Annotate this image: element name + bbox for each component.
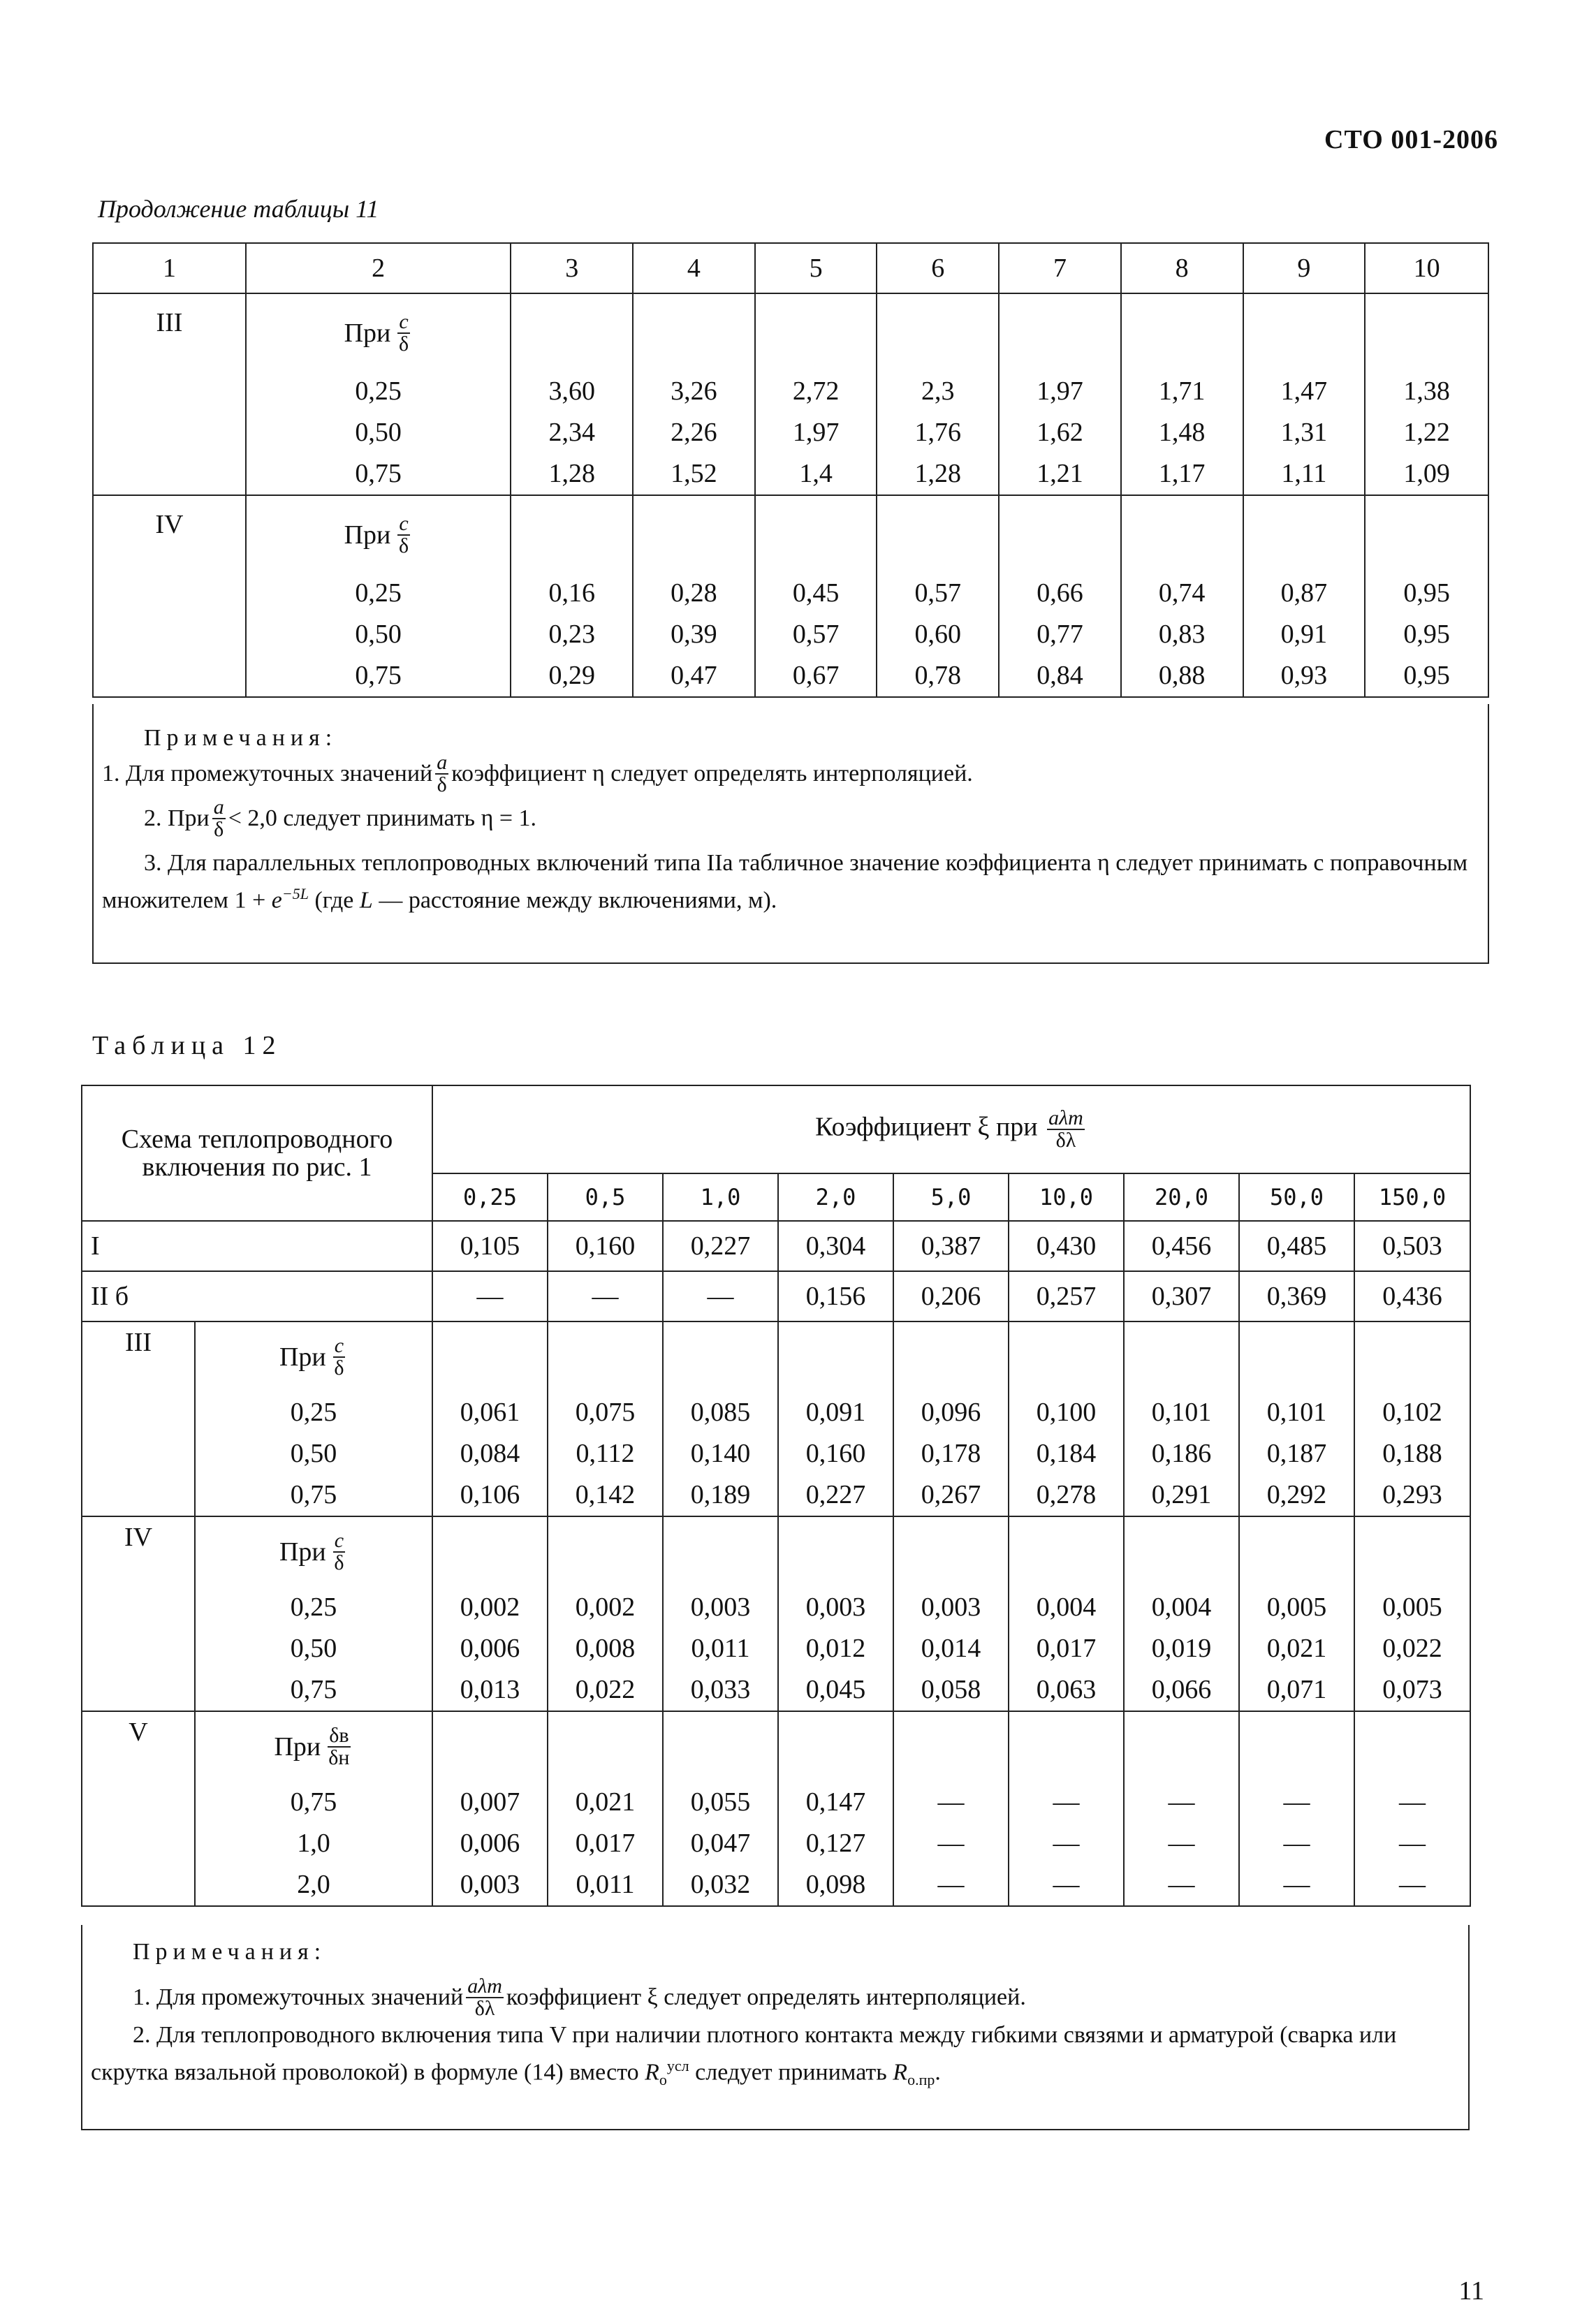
value-cell: 0,257 (1009, 1271, 1124, 1321)
value-cell: 0,430 (1009, 1221, 1124, 1271)
value-cell: 0,160 (805, 1439, 866, 1468)
group-name: IV (82, 1516, 195, 1711)
column-header: 5,0 (893, 1173, 1009, 1221)
value-cell: 0,017 (575, 1829, 636, 1858)
table-11-header-cell: 5 (755, 243, 877, 293)
value-cell: 1,22 (1403, 418, 1450, 447)
value-cell: 1,48 (1158, 418, 1206, 447)
fraction-c-delta: $\frac{c}{\delta}$ (334, 1334, 344, 1379)
value-cell: 0,003 (460, 1870, 520, 1899)
value-cell: 0,485 (1239, 1221, 1354, 1271)
value-column (1121, 293, 1243, 495)
param-value: 0,50 (290, 1634, 337, 1663)
value-column (877, 495, 999, 697)
value-column (1124, 1321, 1239, 1516)
value-column (511, 293, 633, 495)
coefficient-header: Коэффициент ξ при $\frac{\text{aλт}}{\delta\lambda}$ (432, 1085, 1470, 1173)
value-cell: 0,102 (1382, 1398, 1442, 1427)
value-column (893, 1321, 1009, 1516)
value-cell: 0,003 (921, 1592, 981, 1622)
group-name: III (82, 1321, 195, 1516)
group-name: IV (93, 495, 246, 697)
table-12-notes (81, 1925, 1470, 2130)
param-value: 0,75 (290, 1675, 337, 1704)
value-cell: 0,098 (805, 1870, 866, 1899)
value-cell: 0,45 (792, 578, 840, 608)
param-cell (246, 495, 511, 697)
value-cell: 0,055 (690, 1787, 751, 1817)
table-11-header-cell: 8 (1121, 243, 1243, 293)
value-cell: 0,003 (805, 1592, 866, 1622)
value-cell: — (937, 1870, 965, 1899)
value-cell: 0,058 (921, 1675, 981, 1704)
value-cell: 0,013 (460, 1675, 520, 1704)
value-cell: 0,304 (778, 1221, 893, 1271)
column-header: 0,5 (548, 1173, 663, 1221)
value-cell: 0,189 (690, 1480, 751, 1509)
value-column (548, 1711, 663, 1906)
value-cell: 1,09 (1403, 459, 1450, 488)
value-cell: 0,28 (671, 578, 717, 608)
value-cell: 0,011 (576, 1870, 635, 1899)
fraction-c-delta: $\frac{c}{\delta}$ (398, 512, 409, 557)
value-cell: 0,017 (1036, 1634, 1097, 1663)
value-column (778, 1321, 893, 1516)
value-cell: 0,096 (921, 1398, 981, 1427)
value-column (1354, 1711, 1470, 1906)
value-column (1243, 495, 1366, 697)
value-cell: 0,184 (1036, 1439, 1097, 1468)
value-cell: 0,004 (1151, 1592, 1212, 1622)
value-cell: — (1399, 1870, 1426, 1899)
value-cell: 0,307 (1124, 1271, 1239, 1321)
value-cell: 1,97 (792, 418, 840, 447)
value-column (633, 293, 755, 495)
value-cell: 0,66 (1037, 578, 1083, 608)
column-header: 150,0 (1354, 1173, 1470, 1221)
value-cell: 0,278 (1036, 1480, 1097, 1509)
value-cell: 0,100 (1036, 1398, 1097, 1427)
value-cell: 0,073 (1382, 1675, 1442, 1704)
table-11-header-cell: 9 (1243, 243, 1366, 293)
value-column (893, 1516, 1009, 1711)
value-column (1354, 1516, 1470, 1711)
column-header: 2,0 (778, 1173, 893, 1221)
param-value: 0,50 (355, 620, 402, 649)
group-name: III (93, 293, 246, 495)
row-name: II б (82, 1271, 432, 1321)
value-column (511, 495, 633, 697)
value-cell: 0,16 (548, 578, 595, 608)
value-cell: 0,178 (921, 1439, 981, 1468)
value-cell: 0,101 (1151, 1398, 1212, 1427)
value-cell: 0,006 (460, 1634, 520, 1663)
value-cell: — (548, 1271, 663, 1321)
value-cell: 0,012 (805, 1634, 866, 1663)
value-cell: 0,77 (1037, 620, 1083, 649)
fraction-dv-dn: $\frac{\delta в}{\delta н}$ (328, 1724, 350, 1769)
value-cell: — (1399, 1787, 1426, 1817)
value-cell: 0,503 (1354, 1221, 1470, 1271)
value-cell: 0,206 (893, 1271, 1009, 1321)
value-cell: 0,156 (778, 1271, 893, 1321)
value-cell: 0,74 (1158, 578, 1206, 608)
note-2: 2. Для теплопроводного включения типа V при наличии плотного контакта между гибкими связями и арматурой (сварка или скрутка вязальной проволокой) в формуле (14) вместо $R_о^{усл}$ следует принимать $R_{о.пр}$. (91, 2022, 1397, 2089)
param-cell (246, 293, 511, 495)
table-11-header-cell: 4 (633, 243, 755, 293)
value-cell: — (1283, 1870, 1310, 1899)
value-cell: 0,188 (1382, 1439, 1442, 1468)
value-column (999, 495, 1121, 697)
value-cell: 0,022 (1382, 1634, 1442, 1663)
table-continuation-title: Продолжение таблицы 11 (98, 195, 379, 223)
value-cell: 0,387 (893, 1221, 1009, 1271)
value-column (1365, 293, 1488, 495)
value-cell: 0,005 (1266, 1592, 1327, 1622)
param-value: 1,0 (297, 1829, 330, 1858)
value-cell: 0,187 (1266, 1439, 1327, 1468)
value-cell: 0,019 (1151, 1634, 1212, 1663)
value-column (633, 495, 755, 697)
value-cell: 0,160 (548, 1221, 663, 1271)
fraction-c-delta: $\frac{c}{\delta}$ (398, 310, 409, 356)
value-column (778, 1516, 893, 1711)
column-header: 10,0 (1009, 1173, 1124, 1221)
value-cell: 2,3 (921, 376, 955, 406)
value-column (663, 1711, 778, 1906)
value-column (755, 495, 877, 697)
schema-header: Схема теплопроводного включения по рис. 1 (82, 1085, 432, 1221)
value-cell: 0,047 (690, 1829, 751, 1858)
value-cell: 1,47 (1280, 376, 1328, 406)
value-cell: 1,11 (1281, 459, 1327, 488)
value-cell: 0,95 (1403, 578, 1450, 608)
value-cell: 0,91 (1280, 620, 1328, 649)
param-cell: При $\frac{c}{\delta}$ 0,25 0,50 0,75 (195, 1321, 432, 1516)
value-cell: 0,004 (1036, 1592, 1097, 1622)
value-cell: 0,066 (1151, 1675, 1212, 1704)
param-value: 2,0 (297, 1870, 330, 1899)
value-cell: 1,38 (1403, 376, 1450, 406)
note-2: 2. При $\frac{a}{\delta}$ < 2,0 следует принимать η = 1. (144, 796, 537, 841)
value-cell: 0,021 (1266, 1634, 1327, 1663)
value-column (1009, 1711, 1124, 1906)
value-cell: — (1168, 1829, 1195, 1858)
note-1: 1. Для промежуточных значений $\frac{a}{\delta}$ коэффициент η следует определять интерполяцией. (102, 751, 973, 796)
value-cell: 0,436 (1354, 1271, 1470, 1321)
value-column (432, 1711, 548, 1906)
value-cell: 0,022 (575, 1675, 636, 1704)
value-cell: 1,17 (1158, 459, 1206, 488)
value-column (1124, 1711, 1239, 1906)
value-cell: 0,267 (921, 1480, 981, 1509)
table-12 (81, 1085, 1471, 1907)
value-cell: 0,101 (1266, 1398, 1327, 1427)
table-12-group-V (82, 1711, 1470, 1906)
value-cell: 0,95 (1403, 661, 1450, 690)
value-cell: 0,011 (691, 1634, 750, 1663)
table-11-header-cell: 10 (1365, 243, 1488, 293)
value-cell: 0,112 (576, 1439, 635, 1468)
value-cell: 0,67 (792, 661, 840, 690)
param-value: 0,25 (290, 1398, 337, 1427)
notes-title: Примечания: (133, 1939, 327, 1965)
value-column (1239, 1321, 1354, 1516)
value-cell: 0,291 (1151, 1480, 1212, 1509)
value-cell: 0,84 (1037, 661, 1083, 690)
value-cell: 0,014 (921, 1634, 981, 1663)
value-column (893, 1711, 1009, 1906)
param-cell: При $\frac{\delta в}{\delta н}$ 0,75 1,0 2,0 (195, 1711, 432, 1906)
value-cell: 2,26 (671, 418, 717, 447)
value-cell: 0,186 (1151, 1439, 1212, 1468)
table-12-row-I (82, 1221, 1470, 1271)
table-12-header-row-1 (82, 1085, 1470, 1173)
param-value: 0,75 (290, 1787, 337, 1817)
value-column (877, 293, 999, 495)
value-cell: 0,57 (792, 620, 840, 649)
table-12-group-III (82, 1321, 1470, 1516)
value-cell: 0,293 (1382, 1480, 1442, 1509)
param-cell: При $\frac{c}{\delta}$ 0,25 0,50 0,75 (195, 1516, 432, 1711)
value-cell: — (1053, 1870, 1080, 1899)
param-value: 0,75 (355, 459, 402, 488)
value-cell: — (1399, 1829, 1426, 1858)
value-cell: 0,57 (914, 578, 962, 608)
value-cell: 0,227 (663, 1221, 778, 1271)
param-value: 0,25 (355, 376, 402, 406)
fraction-a-delta: $\frac{a}{\delta}$ (437, 751, 448, 796)
value-cell: 0,075 (575, 1398, 636, 1427)
value-column (432, 1516, 548, 1711)
value-column (755, 293, 877, 495)
value-cell: 1,21 (1037, 459, 1083, 488)
value-cell: 0,78 (914, 661, 962, 690)
group-name: V (82, 1711, 195, 1906)
value-cell: 0,045 (805, 1675, 866, 1704)
value-cell: 0,002 (460, 1592, 520, 1622)
value-cell: 2,72 (792, 376, 840, 406)
value-cell: — (1168, 1870, 1195, 1899)
fraction-a-delta: $\frac{a}{\delta}$ (213, 796, 224, 841)
value-cell: 0,071 (1266, 1675, 1327, 1704)
table-11-header-cell: 1 (93, 243, 246, 293)
value-cell: 0,106 (460, 1480, 520, 1509)
param-value: 0,50 (290, 1439, 337, 1468)
value-cell: 0,084 (460, 1439, 520, 1468)
value-cell: 3,26 (671, 376, 717, 406)
value-column (1239, 1516, 1354, 1711)
value-cell: 0,95 (1403, 620, 1450, 649)
value-cell: 0,47 (671, 661, 717, 690)
note-3: 3. Для параллельных теплопроводных включений типа IIа табличное значение коэффициента η следует принимать с поправочным множителем $1 + e^{-5L}$ (где L — расстояние между включениями, м). (102, 850, 1468, 914)
param-value: 0,25 (355, 578, 402, 608)
value-cell: — (1283, 1787, 1310, 1817)
value-cell: 0,008 (575, 1634, 636, 1663)
table-11-header-cell: 2 (246, 243, 511, 293)
table-11-header-cell: 6 (877, 243, 999, 293)
table-12-title: Таблица 12 (92, 1031, 282, 1060)
value-column (432, 1321, 548, 1516)
value-column (1354, 1321, 1470, 1516)
value-cell: 0,29 (548, 661, 595, 690)
param-value: 0,25 (290, 1592, 337, 1622)
value-cell: 0,063 (1036, 1675, 1097, 1704)
value-cell: 0,83 (1158, 620, 1206, 649)
table-12-group-IV (82, 1516, 1470, 1711)
value-cell: 0,456 (1124, 1221, 1239, 1271)
value-cell: 0,140 (690, 1439, 751, 1468)
value-column (1243, 293, 1366, 495)
value-cell: 0,006 (460, 1829, 520, 1858)
value-column (1239, 1711, 1354, 1906)
value-column (778, 1711, 893, 1906)
value-cell: — (1053, 1829, 1080, 1858)
value-cell: — (663, 1271, 778, 1321)
column-header: 1,0 (663, 1173, 778, 1221)
param-value: 0,75 (355, 661, 402, 690)
value-column (548, 1516, 663, 1711)
value-column (999, 293, 1121, 495)
value-cell: 0,227 (805, 1480, 866, 1509)
value-cell: 0,142 (575, 1480, 636, 1509)
value-cell: 0,292 (1266, 1480, 1327, 1509)
value-cell: 1,62 (1037, 418, 1083, 447)
pri-label: При (344, 318, 391, 348)
value-cell: — (432, 1271, 548, 1321)
value-cell: 0,60 (914, 620, 962, 649)
value-column (1124, 1516, 1239, 1711)
fraction-alambda: $\frac{\text{aλт}}{\delta\lambda}$ (1048, 1106, 1083, 1152)
value-cell: 3,60 (548, 376, 595, 406)
table-11-notes (92, 704, 1489, 964)
table-12-row-IIb (82, 1271, 1470, 1321)
value-cell: 0,105 (432, 1221, 548, 1271)
value-cell: 2,34 (548, 418, 595, 447)
value-column (1009, 1516, 1124, 1711)
value-column (663, 1321, 778, 1516)
value-cell: 0,147 (805, 1787, 866, 1817)
value-cell: — (937, 1829, 965, 1858)
row-name: I (82, 1221, 432, 1271)
value-cell: 0,061 (460, 1398, 520, 1427)
param-value: 0,75 (290, 1480, 337, 1509)
value-cell: 0,127 (805, 1829, 866, 1858)
value-column (1121, 495, 1243, 697)
value-cell: 1,52 (671, 459, 717, 488)
table-11-group-III (93, 293, 1488, 495)
value-cell: 0,87 (1280, 578, 1328, 608)
column-header: 0,25 (432, 1173, 548, 1221)
value-cell: 1,97 (1037, 376, 1083, 406)
value-cell: 0,23 (548, 620, 595, 649)
value-cell: 0,021 (575, 1787, 636, 1817)
value-column (1009, 1321, 1124, 1516)
table-11-header-cell: 3 (511, 243, 633, 293)
value-cell: 0,032 (690, 1870, 751, 1899)
value-cell: 0,002 (575, 1592, 636, 1622)
table-11-header-row (93, 243, 1488, 293)
note-1: 1. Для промежуточных значений $\frac{\text{aλт}}{\delta\lambda}$ коэффициент ξ следует определять интерполяцией. (133, 1975, 1026, 2020)
notes-title: Примечания: (144, 725, 338, 751)
table-11 (92, 242, 1489, 698)
value-cell: 0,091 (805, 1398, 866, 1427)
value-cell: 0,369 (1239, 1271, 1354, 1321)
value-cell: 1,28 (914, 459, 962, 488)
column-header: 20,0 (1124, 1173, 1239, 1221)
value-column (548, 1321, 663, 1516)
value-cell: 0,033 (690, 1675, 751, 1704)
value-cell: 0,003 (690, 1592, 751, 1622)
value-cell: 0,007 (460, 1787, 520, 1817)
fraction-alambda: $\frac{\text{aλт}}{\delta\lambda}$ (467, 1975, 502, 2020)
table-11-group-IV (93, 495, 1488, 697)
value-cell: — (1053, 1787, 1080, 1817)
value-cell: 0,005 (1382, 1592, 1442, 1622)
value-column (1365, 495, 1488, 697)
column-header: 50,0 (1239, 1173, 1354, 1221)
fraction-c-delta: $\frac{c}{\delta}$ (334, 1529, 344, 1574)
value-cell: — (1168, 1787, 1195, 1817)
value-cell: 0,88 (1158, 661, 1206, 690)
value-cell: 1,31 (1280, 418, 1328, 447)
value-cell: 1,28 (548, 459, 595, 488)
param-value: 0,50 (355, 418, 402, 447)
value-cell: 0,93 (1280, 661, 1328, 690)
document-code: СТО 001-2006 (1324, 125, 1498, 154)
page-number: 11 (1458, 2276, 1484, 2306)
value-cell: 1,71 (1158, 376, 1206, 406)
value-cell: 0,39 (671, 620, 717, 649)
table-11-header-cell: 7 (999, 243, 1121, 293)
value-column (663, 1516, 778, 1711)
value-cell: — (1283, 1829, 1310, 1858)
pri-label: При (344, 520, 391, 550)
value-cell: — (937, 1787, 965, 1817)
value-cell: 0,085 (690, 1398, 751, 1427)
value-cell: 1,4 (799, 459, 833, 488)
value-cell: 1,76 (914, 418, 962, 447)
